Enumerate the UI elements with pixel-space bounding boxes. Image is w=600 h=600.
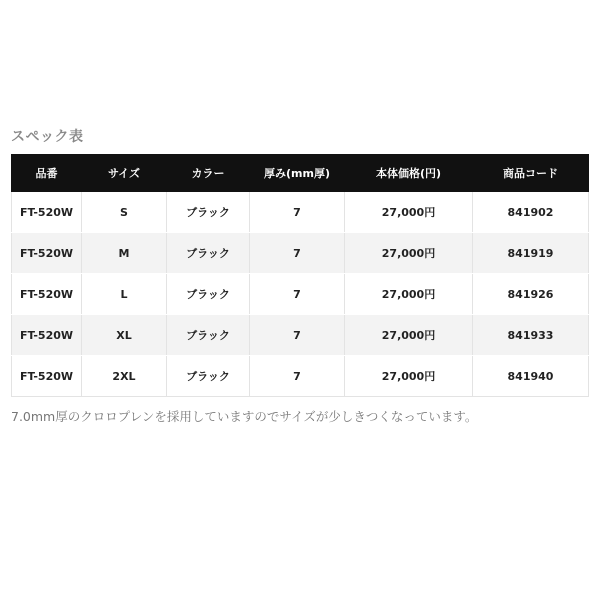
table-row (12, 315, 589, 356)
cell-product-number: FT-520W (12, 315, 82, 356)
table-row (12, 274, 589, 315)
footnote: 7.0mm厚のクロロプレンを採用していますのでサイズが少しきつくなっています。 (11, 409, 478, 424)
cell-product-code: 841902 (473, 192, 589, 233)
cell-product-number: FT-520W (12, 274, 82, 315)
header-price: 本体価格(円) (345, 154, 473, 192)
cell-product-code: 841940 (473, 356, 589, 397)
cell-color: ブラック (167, 315, 250, 356)
table-row (12, 356, 589, 397)
header-size: サイズ (82, 154, 167, 192)
cell-thickness: 7 (250, 315, 345, 356)
cell-color: ブラック (167, 356, 250, 397)
cell-price: 27,000円 (345, 356, 473, 397)
cell-thickness: 7 (250, 356, 345, 397)
cell-size: S (82, 192, 167, 233)
cell-color: ブラック (167, 233, 250, 274)
section-title: スペック表 (11, 129, 84, 145)
header-product-code: 商品コード (473, 154, 589, 192)
cell-size: M (82, 233, 167, 274)
spec-table (11, 154, 589, 397)
cell-thickness: 7 (250, 192, 345, 233)
cell-product-code: 841933 (473, 315, 589, 356)
cell-size: L (82, 274, 167, 315)
header-color: カラー (167, 154, 250, 192)
cell-product-code: 841919 (473, 233, 589, 274)
cell-color: ブラック (167, 192, 250, 233)
cell-product-number: FT-520W (12, 192, 82, 233)
cell-price: 27,000円 (345, 192, 473, 233)
cell-thickness: 7 (250, 233, 345, 274)
cell-price: 27,000円 (345, 315, 473, 356)
cell-color: ブラック (167, 274, 250, 315)
table-header-row (12, 154, 589, 192)
header-product-number: 品番 (12, 154, 82, 192)
table-row (12, 233, 589, 274)
cell-size: 2XL (82, 356, 167, 397)
cell-product-number: FT-520W (12, 233, 82, 274)
cell-product-number: FT-520W (12, 356, 82, 397)
cell-price: 27,000円 (345, 233, 473, 274)
cell-price: 27,000円 (345, 274, 473, 315)
cell-product-code: 841926 (473, 274, 589, 315)
table-row (12, 192, 589, 233)
header-thickness: 厚み(mm厚) (250, 154, 345, 192)
cell-size: XL (82, 315, 167, 356)
cell-thickness: 7 (250, 274, 345, 315)
